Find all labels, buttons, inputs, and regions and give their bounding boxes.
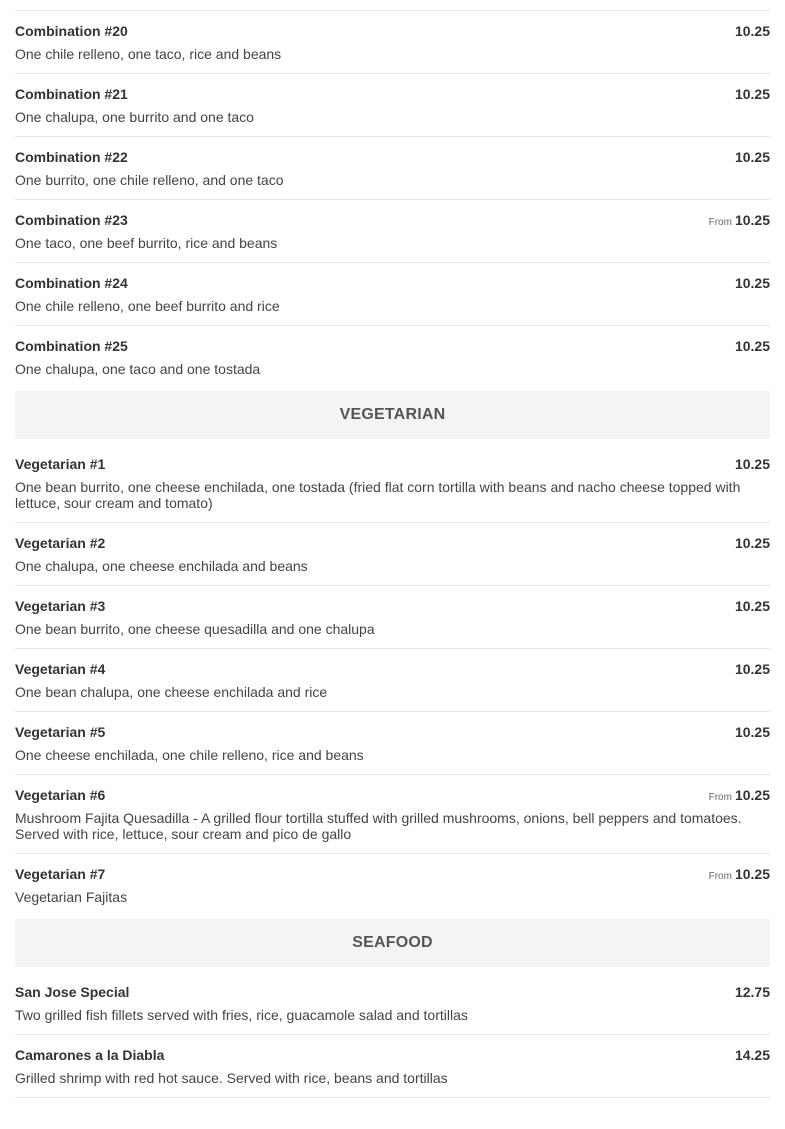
item-description: Two grilled fish fillets served with fries, rice, guacamole salad and tortillas — [15, 1007, 468, 1023]
menu-item[interactable] — [15, 200, 770, 263]
price-value: 10.25 — [734, 661, 770, 677]
menu-item[interactable] — [15, 326, 770, 388]
item-description: One chalupa, one burrito and one taco — [15, 109, 254, 125]
item-description: One chalupa, one taco and one tostada — [15, 361, 261, 377]
item-price — [735, 338, 770, 354]
item-name: Combination #24 — [15, 275, 128, 291]
item-price — [735, 275, 770, 291]
item-price — [735, 1047, 770, 1063]
item-name: San Jose Special — [15, 984, 130, 1000]
price-value: 10.25 — [734, 598, 770, 614]
price-value: 10.25 — [734, 866, 770, 882]
item-price — [709, 787, 770, 803]
price-value: 10.25 — [734, 86, 770, 102]
price-value: 10.25 — [734, 456, 770, 472]
item-name: Combination #23 — [15, 212, 128, 228]
price-value: 10.25 — [734, 338, 770, 354]
item-name: Combination #25 — [15, 338, 128, 354]
item-description: One chile relleno, one taco, rice and beans — [15, 46, 282, 62]
menu-item[interactable] — [15, 586, 770, 649]
price-value: 10.25 — [734, 535, 770, 551]
price-value: 10.25 — [734, 787, 770, 803]
item-price — [735, 149, 770, 165]
item-name: Combination #22 — [15, 149, 128, 165]
price-from-label: From — [708, 871, 732, 882]
item-name: Combination #21 — [15, 86, 128, 102]
menu-item[interactable] — [15, 0, 770, 11]
item-price — [709, 866, 770, 882]
menu-item[interactable] — [15, 11, 770, 74]
item-price — [735, 456, 770, 472]
menu-list — [15, 0, 770, 1098]
menu-item[interactable] — [15, 523, 770, 586]
item-description: Vegetarian Fajitas — [15, 889, 128, 905]
menu-item[interactable] — [15, 263, 770, 326]
item-description: One burrito, one chile relleno, and one taco — [15, 172, 284, 188]
menu-item[interactable] — [15, 137, 770, 200]
menu-item[interactable] — [15, 443, 770, 523]
item-description: One bean burrito, one cheese quesadilla and one chalupa — [15, 621, 375, 637]
item-name: Combination #20 — [15, 23, 128, 39]
menu-item[interactable] — [15, 854, 770, 916]
price-from-label: From — [708, 792, 732, 803]
price-value: 10.25 — [734, 23, 770, 39]
item-description: One bean chalupa, one cheese enchilada and rice — [15, 684, 328, 700]
item-name: Vegetarian #4 — [15, 661, 106, 677]
item-price — [709, 212, 770, 228]
item-price — [735, 724, 770, 740]
item-description: Grilled shrimp with red hot sauce. Served with rice, beans and tortillas — [15, 1070, 448, 1086]
menu-item[interactable] — [15, 74, 770, 137]
price-value: 10.25 — [734, 212, 770, 228]
item-name: Vegetarian #1 — [15, 456, 106, 472]
item-price — [735, 23, 770, 39]
item-name: Vegetarian #5 — [15, 724, 106, 740]
item-description: Mushroom Fajita Quesadilla - A grilled flour tortilla stuffed with grilled mushrooms, onions, bell peppers and tomatoes. Served with rice, lettuce, sour cream and pico de gallo — [15, 810, 742, 842]
item-name: Camarones a la Diabla — [15, 1047, 165, 1063]
item-name: Vegetarian #2 — [15, 535, 106, 551]
item-price — [735, 86, 770, 102]
menu-item[interactable] — [15, 971, 770, 1035]
menu-item[interactable] — [15, 775, 770, 854]
section-header-vegetarian: VEGETARIAN — [15, 391, 770, 439]
price-value: 14.25 — [734, 1047, 770, 1063]
item-description: One chalupa, one cheese enchilada and beans — [15, 558, 308, 574]
item-price — [735, 984, 770, 1000]
item-description: One chile relleno, one beef burrito and rice — [15, 298, 280, 314]
menu-item[interactable] — [15, 1035, 770, 1098]
section-header-seafood: SEAFOOD — [15, 919, 770, 967]
item-description: One cheese enchilada, one chile relleno, rice and beans — [15, 747, 364, 763]
price-value: 12.75 — [734, 984, 770, 1000]
item-price — [735, 535, 770, 551]
menu-item[interactable] — [15, 649, 770, 712]
item-description: One bean burrito, one cheese enchilada, one tostada (fried flat corn tortilla with beans and nacho cheese topped with lettuce, sour cream and tomato) — [15, 479, 741, 511]
menu-item[interactable] — [15, 712, 770, 775]
item-name: Vegetarian #6 — [15, 787, 106, 803]
price-value: 10.25 — [734, 724, 770, 740]
item-price — [735, 598, 770, 614]
item-name: Vegetarian #7 — [15, 866, 106, 882]
item-price — [735, 661, 770, 677]
price-from-label: From — [708, 217, 732, 228]
item-description: One taco, one beef burrito, rice and beans — [15, 235, 278, 251]
item-name: Vegetarian #3 — [15, 598, 106, 614]
price-value: 10.25 — [734, 275, 770, 291]
price-value: 10.25 — [734, 149, 770, 165]
